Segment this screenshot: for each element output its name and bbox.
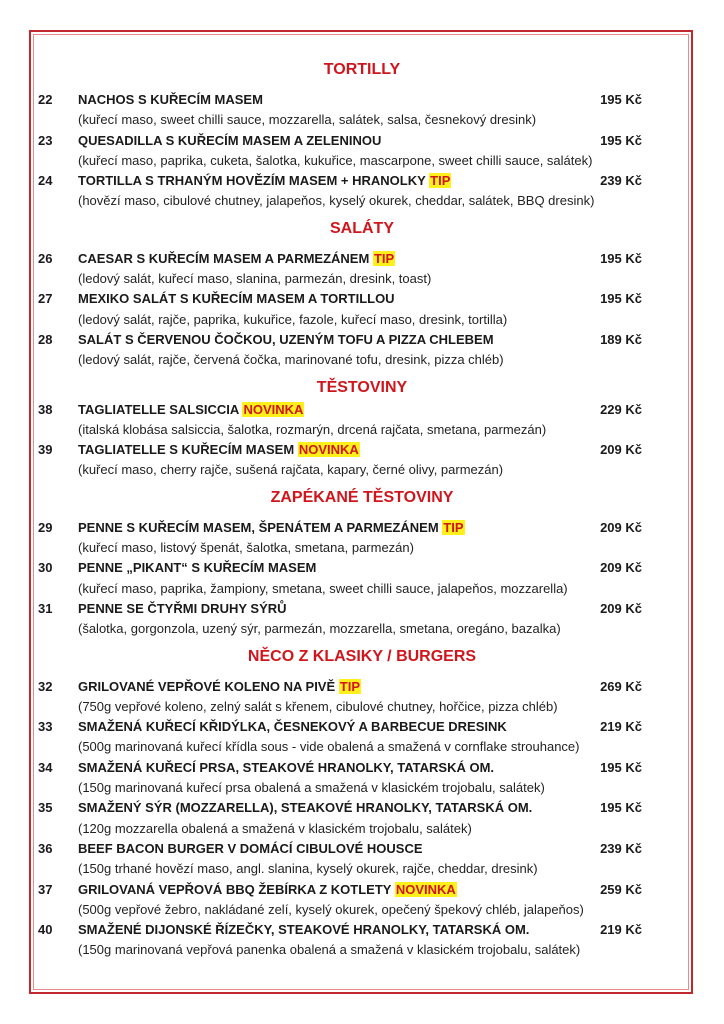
item-number: 32: [38, 678, 53, 694]
menu-section: [0, 378, 724, 481]
item-name: [78, 330, 494, 350]
menu-item-description-row: [0, 310, 724, 330]
item-name: [78, 717, 507, 737]
menu-item-description-row: [0, 350, 724, 370]
item-description: (ledový salát, kuřecí maso, slanina, parmezán, dresink, toast): [78, 271, 432, 287]
menu-item: [0, 400, 724, 420]
section-heading: TĚSTOVINY: [316, 378, 408, 396]
menu-item: [0, 289, 724, 309]
item-price: 209 Kč: [600, 600, 642, 616]
item-name-text: GRILOVANÉ VEPŘOVÉ KOLENO NA PIVĚ: [78, 678, 336, 694]
item-description: (šalotka, gorgonzola, uzený sýr, parmezán, mozzarella, smetana, oregáno, bazalka): [78, 621, 561, 637]
menu-item-description-row: [0, 900, 724, 920]
item-price: 195 Kč: [600, 250, 642, 266]
item-price: 195 Kč: [600, 800, 642, 816]
menu-section: [0, 219, 724, 371]
item-number: 24: [38, 173, 53, 189]
item-number: 30: [38, 560, 53, 576]
item-price: 209 Kč: [600, 442, 642, 458]
menu-item-description-row: [0, 420, 724, 440]
item-name: [78, 599, 287, 619]
item-name-text: SALÁT S ČERVENOU ČOČKOU, UZENÝM TOFU A PIZZA CHLEBEM: [78, 331, 494, 347]
item-price: 259 Kč: [600, 881, 642, 897]
menu-section: [0, 647, 724, 961]
item-tag-badge: TIP: [443, 519, 464, 535]
item-name: [78, 880, 457, 900]
item-name: [78, 440, 360, 460]
item-number: 26: [38, 250, 53, 266]
item-name-text: MEXIKO SALÁT S KUŘECÍM MASEM A TORTILLOU: [78, 291, 395, 307]
item-number: 34: [38, 759, 53, 775]
item-name: [78, 90, 263, 110]
item-name-text: PENNE S KUŘECÍM MASEM, ŠPENÁTEM A PARMEZÁNEM: [78, 519, 439, 535]
item-description: (kuřecí maso, paprika, žampiony, smetana, sweet chilli sauce, jalapeňos, mozzarella): [78, 580, 568, 596]
item-description: (500g marinovaná kuřecí křídla sous - vide obalená a smažená v cornflake strouhance): [78, 739, 580, 755]
item-name: [78, 677, 361, 697]
item-name-text: GRILOVANÁ VEPŘOVÁ BBQ ŽEBÍRKA Z KOTLETY: [78, 881, 392, 897]
menu-item: [0, 599, 724, 619]
item-price: 209 Kč: [600, 519, 642, 535]
item-price: 219 Kč: [600, 719, 642, 735]
item-description: (kuřecí maso, cherry rajče, sušená rajčata, kapary, černé olivy, parmezán): [78, 462, 504, 478]
item-number: 23: [38, 132, 53, 148]
item-number: 29: [38, 519, 53, 535]
section-heading: SALÁTY: [330, 219, 394, 237]
item-price: 195 Kč: [600, 759, 642, 775]
menu-section: [0, 60, 724, 212]
item-description: (120g mozzarella obalená a smažená v klasickém trojobalu, salátek): [78, 820, 472, 836]
menu-item-description-row: [0, 269, 724, 289]
item-name-text: SMAŽENÁ KUŘECÍ PRSA, STEAKOVÉ HRANOLKY, TATARSKÁ OM.: [78, 759, 495, 775]
menu-item: [0, 677, 724, 697]
item-number: 37: [38, 881, 53, 897]
menu-item: [0, 920, 724, 940]
item-number: 22: [38, 92, 53, 107]
menu-item-description-row: [0, 778, 724, 798]
item-description: (kuřecí maso, paprika, cuketa, šalotka, kukuřice, mascarpone, sweet chilli sauce, salátek): [78, 152, 593, 168]
item-name-text: BEEF BACON BURGER V DOMÁCÍ CIBULOVÉ HOUSCE: [78, 840, 423, 856]
menu-item-description-row: [0, 151, 724, 171]
menu-item: [0, 90, 724, 110]
item-price: 239 Kč: [600, 840, 642, 856]
item-price: 239 Kč: [600, 173, 642, 189]
section-heading: ZAPÉKANÉ TĚSTOVINY: [270, 488, 454, 506]
menu-item: [0, 798, 724, 818]
menu-item-description-row: [0, 940, 724, 960]
menu-item-description-row: [0, 110, 724, 130]
menu-item: [0, 518, 724, 538]
item-name-text: PENNE „PIKANT“ S KUŘECÍM MASEM: [78, 560, 317, 576]
item-name: [78, 249, 395, 269]
item-number: 33: [38, 719, 53, 735]
item-tag-badge: NOVINKA: [243, 401, 304, 417]
item-number: 36: [38, 840, 53, 856]
menu-item: [0, 171, 724, 191]
item-name: [78, 289, 395, 309]
item-name: [78, 400, 304, 420]
item-price: 269 Kč: [600, 678, 642, 694]
item-number: 39: [38, 442, 53, 458]
menu-item: [0, 758, 724, 778]
item-price: 195 Kč: [600, 291, 642, 307]
menu-item-description-row: [0, 859, 724, 879]
item-name-text: SMAŽENÝ SÝR (MOZZARELLA), STEAKOVÉ HRANOLKY, TATARSKÁ OM.: [78, 800, 533, 816]
item-description: (hovězí maso, cibulové chutney, jalapeňos, kyselý okurek, cheddar, salátek, BBQ dresink): [78, 193, 595, 209]
item-tag-badge: NOVINKA: [395, 881, 456, 897]
menu-item-description-row: [0, 697, 724, 717]
item-price: 195 Kč: [600, 92, 642, 107]
item-tag-badge: NOVINKA: [298, 442, 359, 458]
menu-section: [0, 488, 724, 640]
item-tag-badge: TIP: [339, 678, 361, 694]
section-heading: TORTILLY: [323, 61, 401, 78]
menu-item: [0, 440, 724, 460]
item-description: (150g trhané hovězí maso, angl. slanina, kyselý okurek, rajče, cheddar, dresink): [78, 861, 538, 877]
item-price: 219 Kč: [600, 922, 642, 938]
menu-item: [0, 249, 724, 269]
item-description: (kuřecí maso, listový špenát, šalotka, smetana, parmezán): [78, 540, 414, 556]
item-description: (750g vepřové koleno, zelný salát s křenem, cibulové chutney, hořčice, pizza chléb): [78, 698, 558, 714]
item-number: 31: [38, 600, 53, 616]
item-name-text: TAGLIATELLE S KUŘECÍM MASEM: [78, 442, 295, 458]
item-name: [78, 131, 381, 151]
menu-item-description-row: [0, 737, 724, 757]
menu-item: [0, 131, 724, 151]
section-heading: NĚCO Z KLASIKY / BURGERS: [247, 647, 477, 665]
item-name: [78, 758, 494, 778]
menu-item-description-row: [0, 819, 724, 839]
menu-item-description-row: [0, 538, 724, 558]
item-name: [78, 920, 529, 940]
item-name-text: CAESAR S KUŘECÍM MASEM A PARMEZÁNEM: [78, 250, 370, 266]
menu-item: [0, 558, 724, 578]
item-number: 35: [38, 800, 53, 816]
item-description: (italská klobása salsiccia, šalotka, rozmarýn, drcená rajčata, smetana, parmezán): [78, 421, 547, 437]
item-name-text: TAGLIATELLE SALSICCIA: [78, 401, 239, 417]
menu-item-description-row: [0, 191, 724, 211]
item-price: 195 Kč: [600, 132, 642, 148]
menu-item: [0, 717, 724, 737]
item-number: 40: [38, 922, 53, 938]
item-number: 28: [38, 331, 53, 347]
item-price: 209 Kč: [600, 560, 642, 576]
menu-item: [0, 839, 724, 859]
item-name: [78, 839, 423, 859]
menu-item-description-row: [0, 579, 724, 599]
item-name: [78, 518, 465, 538]
item-number: 27: [38, 291, 53, 307]
menu-page: [0, 60, 724, 961]
item-description: (ledový salát, rajče, paprika, kukuřice, fazole, kuřecí maso, dresink, tortilla): [78, 311, 508, 327]
item-name: [78, 558, 316, 578]
menu-item-description-row: [0, 460, 724, 480]
item-name-text: SMAŽENÁ KUŘECÍ KŘIDÝLKA, ČESNEKOVÝ A BARBECUE DRESINK: [78, 719, 507, 735]
item-description: (500g vepřové žebro, nakládané zelí, kyselý okurek, opečený špekový chléb, jalapeňos): [78, 901, 584, 917]
item-name-text: QUESADILLA S KUŘECÍM MASEM A ZELENINOU: [78, 132, 382, 148]
item-name-text: SMAŽENÉ DIJONSKÉ ŘÍZEČKY, STEAKOVÉ HRANOLKY, TATARSKÁ OM.: [78, 922, 530, 938]
item-tag-badge: TIP: [373, 250, 395, 266]
item-description: (kuřecí maso, sweet chilli sauce, mozzarella, salátek, salsa, česnekový dresink): [78, 112, 537, 128]
item-price: 189 Kč: [600, 331, 642, 347]
item-name-text: PENNE SE ČTYŘMI DRUHY SÝRŮ: [78, 600, 287, 616]
item-description: (ledový salát, rajče, červená čočka, marinované tofu, dresink, pizza chléb): [78, 352, 504, 368]
item-description: (150g marinovaná vepřová panenka obalená a smažená v klasickém trojobalu, salátek): [78, 942, 581, 958]
item-name: [78, 171, 451, 191]
menu-item-description-row: [0, 619, 724, 639]
menu-item: [0, 880, 724, 900]
item-name-text: TORTILLA S TRHANÝM HOVĚZÍM MASEM + HRANOLKY: [78, 173, 426, 189]
item-description: (150g marinovaná kuřecí prsa obalená a smažená v klasickém trojobalu, salátek): [78, 780, 545, 796]
item-price: 229 Kč: [600, 401, 642, 417]
item-number: 38: [38, 401, 53, 417]
item-tag-badge: TIP: [430, 173, 451, 189]
item-name: [78, 798, 532, 818]
menu-item: [0, 330, 724, 350]
item-name-text: NACHOS S KUŘECÍM MASEM: [78, 92, 263, 107]
